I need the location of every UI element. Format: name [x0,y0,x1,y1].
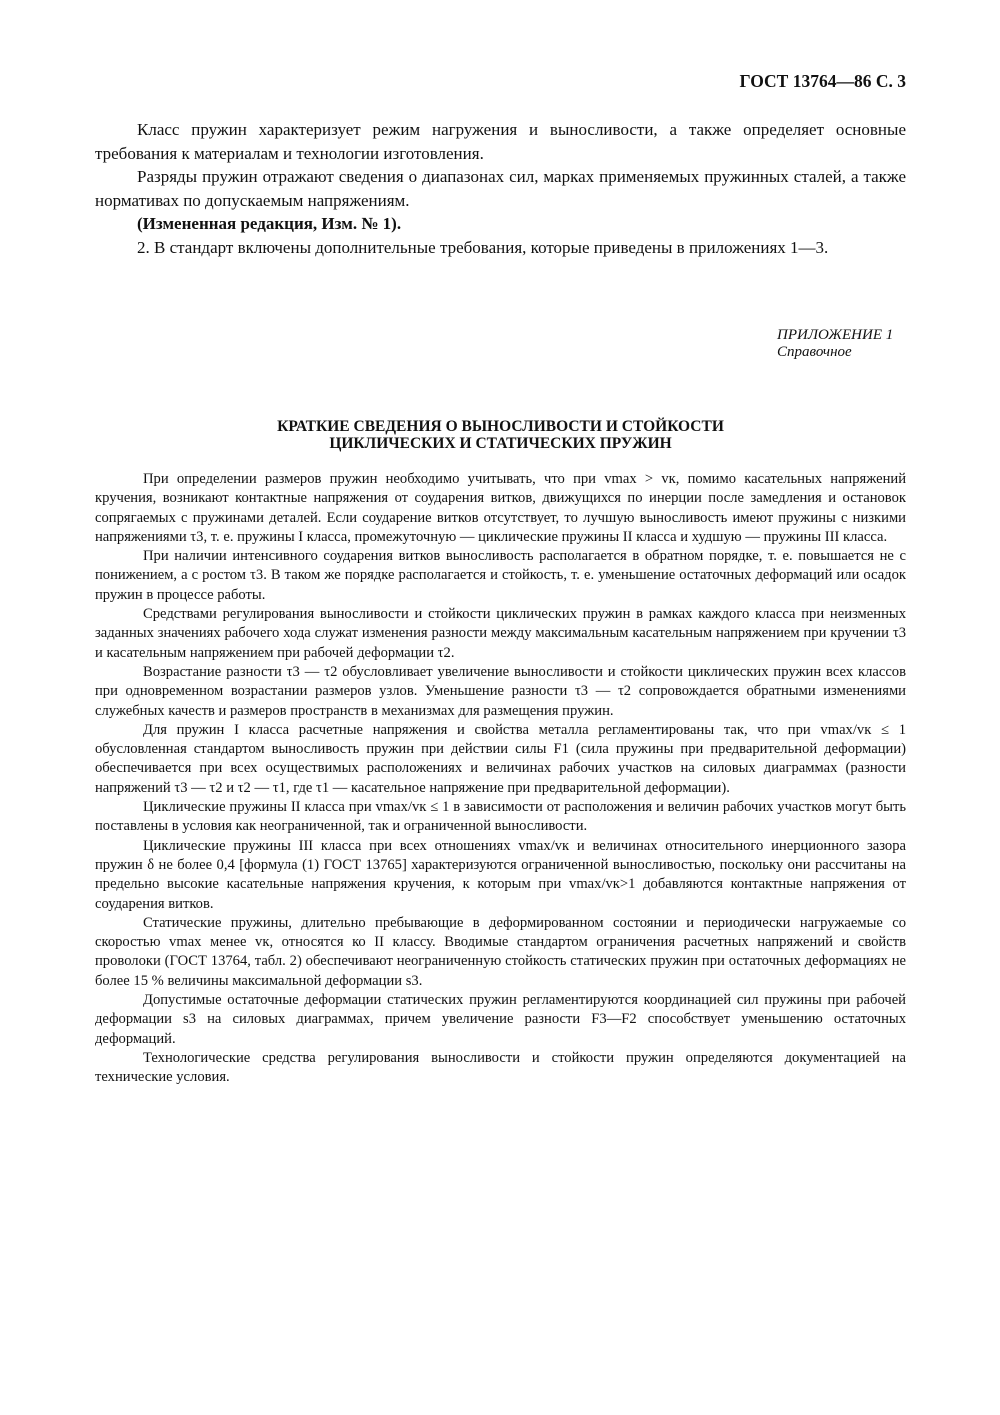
body-paragraph: Технологические средства регулирования выносливости и стойкости пружин определяются документацией на технические условия. [95,1049,906,1086]
body-paragraph: При наличии интенсивного соударения витков выносливость располагается в обратном порядке, т. е. повышается не с понижением, а с ростом τ3. В таком же порядке располагается и стойкость, т. е. уменьшение остаточных деформаций или осадок пружин в процессе работы. [95,548,906,603]
section-title-line-1: КРАТКИЕ СВЕДЕНИЯ О ВЫНОСЛИВОСТИ И СТОЙКОСТИ [277,418,724,435]
appendix-number: ПРИЛОЖЕНИЕ 1 [777,327,894,343]
body-paragraph: Допустимые остаточные деформации статических пружин регламентируются координацией сил пружины при рабочей деформации s3 на силовых диаграммах, причем увеличение разности F3—F2 способствует уменьшению остаточных деформаций. [95,992,906,1047]
intro-paragraph-class: Класс пружин характеризует режим нагружения и выносливости, а также определяет основные требования к материалам и технологии изготовления. [95,120,906,163]
page-header: ГОСТ 13764—86 С. 3 [739,71,906,91]
appendix-type: Справочное [777,344,852,360]
section-title-line-2: ЦИКЛИЧЕСКИХ И СТАТИЧЕСКИХ ПРУЖИН [329,435,672,452]
amendment-note: (Измененная редакция, Изм. № 1). [137,214,402,233]
appendix-label [777,327,893,361]
intro-section [95,118,906,259]
body-text [95,470,906,1088]
body-paragraph: Возрастание разности τ3 — τ2 обусловливает увеличение выносливости и стойкости циклических пружин всех классов при одновременном возрастании размеров узлов. Уменьшение разности τ3 — τ2 сопровождается обратными изменениями служебных качеств и размеров пространств в механизмах для размещения пружин. [95,663,906,719]
intro-paragraph-grades: Разряды пружин отражают сведения о диапазонах сил, марках применяемых пружинных сталей, а также нормативах по допускаемым напряжениям. [95,167,906,210]
body-paragraph: Статические пружины, длительно пребывающие в деформированном состоянии и периодически нагружаемые со скоростью vmax менее vк, относятся ко II классу. Вводимые стандартом ограничения расчетных напряжений и свойств проволоки (ГОСТ 13764, табл. 2) обеспечивают неограниченную стойкость статических пружин при остаточных деформациях не более 15 % величины максимальной деформации s3. [95,914,906,989]
intro-paragraph-appendices: 2. В стандарт включены дополнительные требования, которые приведены в приложениях 1—3. [137,237,829,257]
body-paragraph: Для пружин I класса расчетные напряжения и свойства металла регламентированы так, что при vmax/vк ≤ 1 обусловленная стандартом выносливость пружин при действии силы F1 (сила пружины при предварительной деформации) обеспечивается при всех осуществимых расположениях и величинах рабочих участков на силовых диаграммах (разности напряжений τ3 — τ2 и τ2 — τ1, где τ1 — касательное напряжение при предварительной деформации). [95,721,906,796]
section-title [95,418,906,452]
body-paragraph: Циклические пружины III класса при всех отношениях vmax/vк и величинах относительного инерционного зазора пружин δ не более 0,4 [формула (1) ГОСТ 13765] характеризуются ограниченной выносливостью, поскольку они рассчитаны на предельно высокие касательные напряжения кручения, к которым при vmax/vк>1 добавляются контактные напряжения от соударения витков. [95,837,906,912]
body-paragraph: Циклические пружины II класса при vmax/vк ≤ 1 в зависимости от расположения и величин рабочих участков могут быть поставлены в условия как неограниченной, так и ограниченной выносливости. [95,799,906,835]
body-paragraph: При определении размеров пружин необходимо учитывать, что при vmax > vк, помимо касательных напряжений кручения, возникают контактные напряжения от соударения витков, движущихся по инерции после замедления и остановок сопрягаемых с пружинами деталей. Если соударение витков отсутствует, то лучшую выносливость имеют пружины с низкими напряжениями τ3, т. е. пружины I класса, промежуточную — циклические пружины II класса и худшую — пружины III класса. [95,471,906,545]
body-paragraph: Средствами регулирования выносливости и стойкости циклических пружин в рамках каждого класса при неизменных заданных значениях рабочего хода служат изменения разности между максимальным касательным напряжением при кручении τ3 и касательным напряжением при рабочей деформации τ2. [95,606,906,661]
